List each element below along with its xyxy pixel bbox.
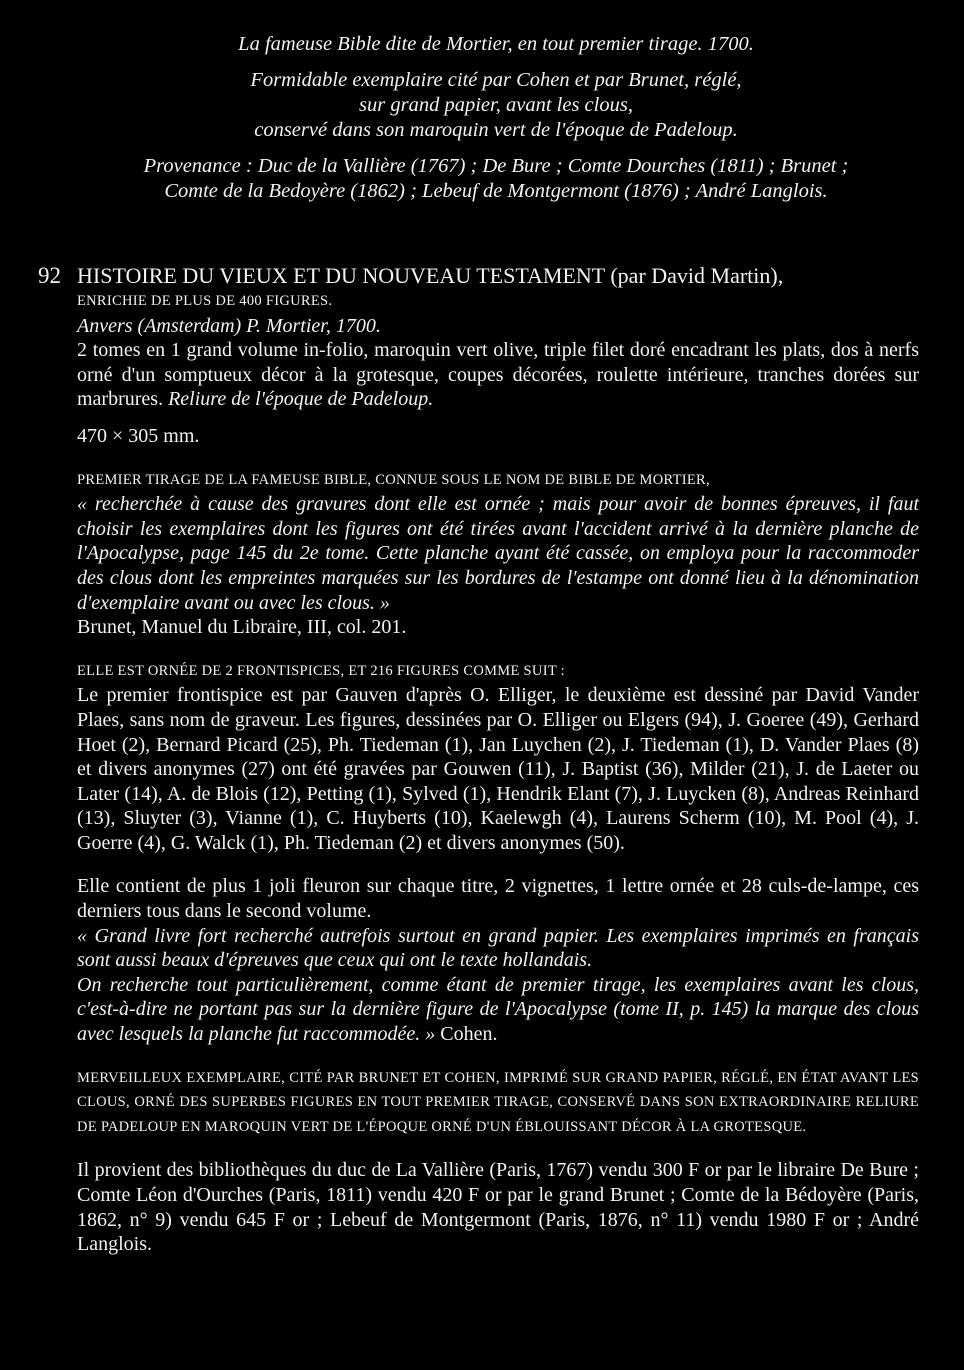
first-printing-caps: PREMIER TIRAGE DE LA FAMEUSE BIBLE, CONNUE SOUS LE NOM DE BIBLE DE MORTIER, xyxy=(77,471,710,488)
lot-dimensions: 470 × 305 mm. xyxy=(77,424,200,447)
lot-imprint: Anvers (Amsterdam) P. Mortier, 1700. xyxy=(77,314,381,337)
provenance-text: Il provient des bibliothèques du duc de La Vallière (Paris, 1767) vendu 300 F or par le libraire De Bure ; Comte Léon d'Ourches (Paris, 1811) vendu 420 F or par le grand Brunet ; Comte de la Bédoyère (Paris, 1862, n° 9) vendu 645 F or ; Lebeuf de Montgermont (Paris, 1876, n° 11) vendu 1980 F or ; André Langlois. xyxy=(77,1159,919,1256)
headline-line: sur grand papier, avant les clous, xyxy=(359,94,633,116)
lot-headline xyxy=(70,32,922,204)
binding-text: Reliure de l'époque de Padeloup. xyxy=(168,388,434,411)
cohen-source: Cohen. xyxy=(435,1023,498,1046)
lot-number: 92 xyxy=(38,263,61,288)
cohen-quote: « Grand livre fort recherché autrefois surtout en grand papier. Les exemplaires imprimés en français sont aussi beaux d'épreuves que ceux qui ont le texte hollandais. xyxy=(77,924,919,972)
ornaments-text: Elle contient de plus 1 joli fleuron sur chaque titre, 2 vignettes, 1 lettre ornée et 28 culs-de-lampe, ces derniers tous dans le second volume. xyxy=(77,875,919,923)
brunet-source: Brunet, Manuel du Libraire, III, col. 201. xyxy=(77,616,407,639)
cohen-quote-2 xyxy=(77,973,919,1047)
lot-physical-description xyxy=(77,338,919,412)
description-text: 2 tomes en 1 grand volume in-folio, maroquin vert olive, triple filet doré encadrant les plats, dos à nerfs orné d'un somptueux décor à la grotesque, coupes décorées, roulette intérieure, tranches dorées sur marbrures. xyxy=(77,339,919,411)
illustrations-caps: ELLE EST ORNÉE DE 2 FRONTISPICES, ET 216 FIGURES COMME SUIT : xyxy=(77,662,565,679)
headline-line: Formidable exemplaire cité par Cohen et par Brunet, réglé, xyxy=(250,69,742,91)
headline-line: conservé dans son maroquin vert de l'époque de Padeloup. xyxy=(254,119,738,141)
provenance-line: Comte de la Bedoyère (1862) ; Lebeuf de Montgermont (1876) ; André Langlois. xyxy=(164,180,828,202)
illustrations-text: Le premier frontispice est par Gauven d'après O. Elliger, le deuxième est dessiné par David Vander Plaes, sans nom de graveur. Les figures, dessinées par O. Elliger ou Elgers (94), J. Goeree (49), Gerhard Hoet (2), Bernard Picard (25), Ph. Tiedeman (1), Jan Luychen (2), J. Tiedeman (1), D. Vander Plaes (8) et divers anonymes (27) ont été gravées par Gouwen (11), J. Baptist (36), Milder (21), J. de Laeter ou Later (14), A. de Blois (12), Petting (1), Sylved (1), Hendrik Elant (7), J. Luycken (8), Andreas Reinhard (13), Sluyter (3), Vianne (1), C. Huyberts (10), Kaelewgh (4), Laurens Scherm (10), M. Pool (4), J. Goerre (4), G. Walck (1), Ph. Tiedeman (2) et divers anonymes (50). xyxy=(77,684,919,854)
lot-description xyxy=(77,262,919,1257)
brunet-quote: « recherchée à cause des gravures dont elle est ornée ; mais pour avoir de bonnes épreuves, il faut choisir les exemplaires dont les figures ont été tirées avant l'accident arrivé à la dernière planche de l'Apocalypse, page 145 du 2e tome. Cette planche ayant été cassée, on employa pour la raccommoder des clous dont les empreintes marquées sur les bordures de l'estampe ont donné lieu à la dénomination d'exemplaire avant ou avec les clous. » xyxy=(77,493,919,614)
lot-title: HISTOIRE DU VIEUX ET DU NOUVEAU TESTAMENT (par David Martin), xyxy=(77,263,784,288)
lot-subtitle: ENRICHIE DE PLUS DE 400 FIGURES. xyxy=(77,293,333,309)
copy-summary-caps: MERVEILLEUX EXEMPLAIRE, CITÉ PAR BRUNET ET COHEN, IMPRIMÉ SUR GRAND PAPIER, RÉGLÉ, EN ÉTAT AVANT LES CLOUS, ORNÉ DES SUPERBES FIGURES EN TOUT PREMIER TIRAGE, CONSERVÉ DANS SON EXTRAORDINAIRE RELIURE DE PADELOUP EN MAROQUIN VERT DE L'ÉPOQUE ORNÉ D'UN ÉBLOUISSANT DÉCOR À LA GROTESQUE. xyxy=(77,1069,919,1135)
provenance-line: Provenance : Duc de la Vallière (1767) ; De Bure ; Comte Dourches (1811) ; Brunet ; xyxy=(143,155,849,177)
cohen-quote-text: On recherche tout particulièrement, comme étant de premier tirage, les exemplaires avant les clous, c'est-à-dire ne portant pas sur la dernière figure de l'Apocalypse (tome II, p. 145) la marque des clous avec lesquels la planche fut raccommodée. » xyxy=(77,973,919,1046)
headline-line: La fameuse Bible dite de Mortier, en tout premier tirage. 1700. xyxy=(238,33,754,55)
